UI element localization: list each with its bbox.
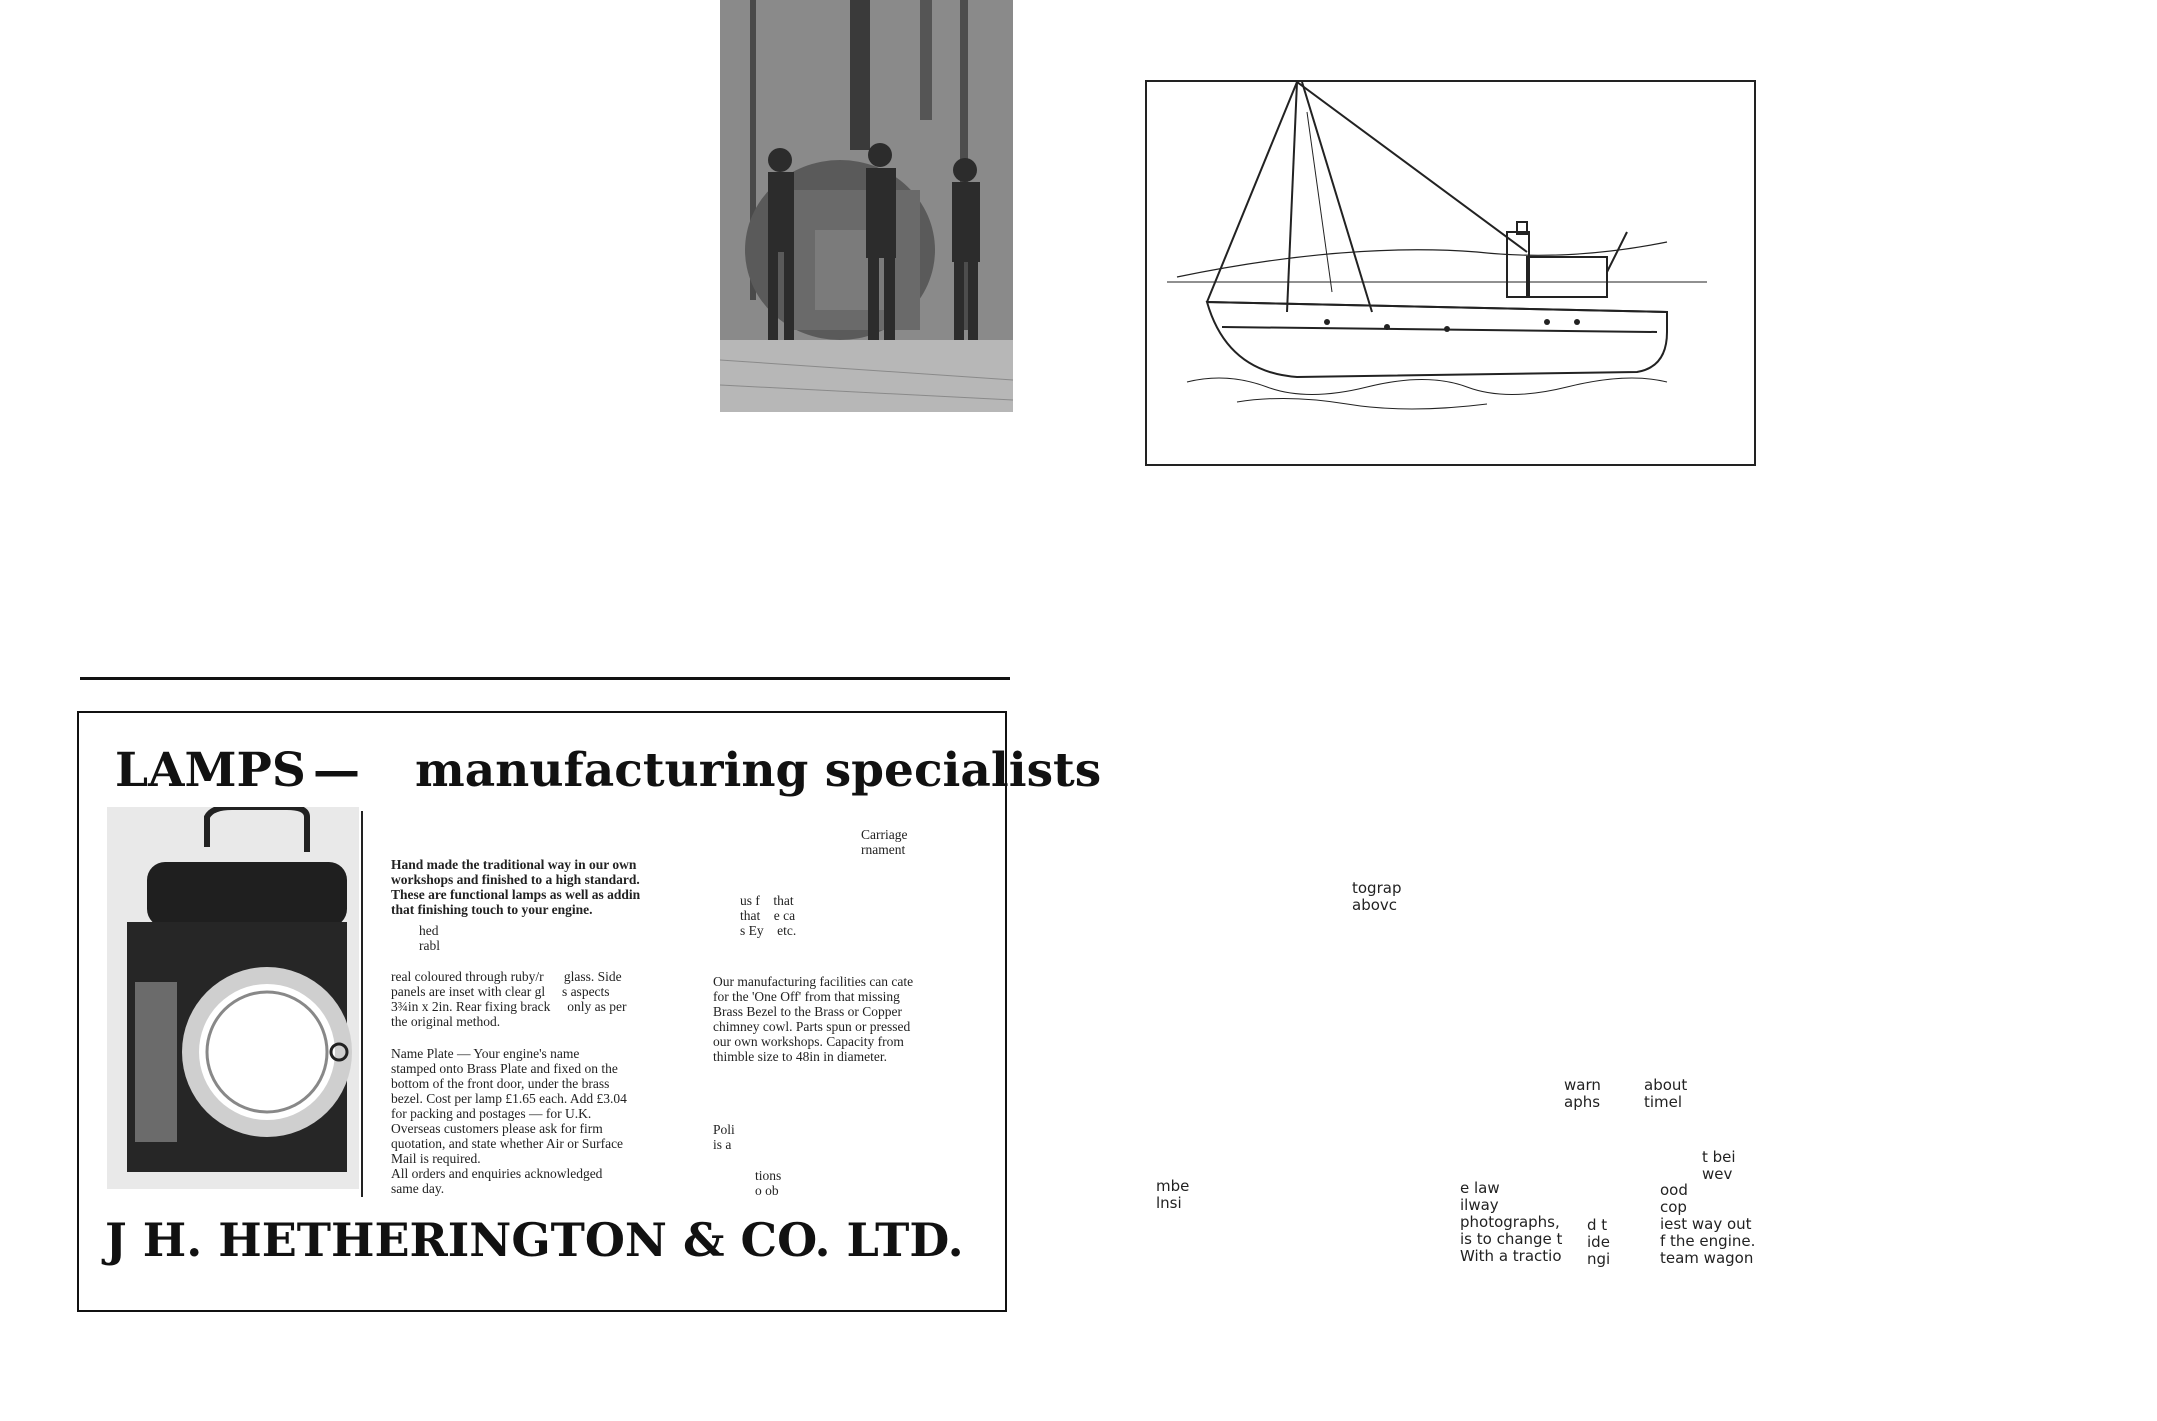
ad-name-plate-text: Name Plate — Your engine's name stamped onto Brass Plate and fixed on the bottom of the front door, under the brass bezel. Cost per lamp £1.65 each. Add £3.04 for packing and postages — for U.K. Overseas customers please ask for firm quotation, and state whether Air or Surface Mail is required. All orders and enquiries acknowledged same day. xyxy=(391,1046,627,1196)
ad-headline-dash: — xyxy=(313,743,360,798)
text-fragment-elaw: e law ilway photographs, is to change t With a tractio xyxy=(1460,1179,1563,1265)
text-fragment-tbei: t bei wev xyxy=(1702,1148,1736,1183)
workshop-photograph xyxy=(720,0,1013,412)
workshop-photo-drawing xyxy=(720,0,1013,412)
text-fragment-ood: ood cop iest way out f the engine. team wagon xyxy=(1660,1181,1756,1267)
text-fragment-warn: warn aphs xyxy=(1564,1076,1601,1111)
ship-illustration xyxy=(1145,80,1756,466)
text-fragment-about: about timel xyxy=(1644,1076,1688,1111)
lamp-drawing xyxy=(107,807,359,1189)
text-fragment-mbe: mbe lnsi xyxy=(1156,1177,1190,1212)
ad-tions-fragment: tions o ob xyxy=(755,1168,782,1198)
ad-manufacturing-text: Our manufacturing facilities can cate for the 'One Off' from that missing Brass Bezel to the Brass or Copper chimney cowl. Parts spun or pressed our own workshops. Capacity from thimble size to 48in in diameter. xyxy=(713,974,914,1064)
text-fragment-dt: d t ide ngi xyxy=(1587,1216,1611,1268)
ad-intro xyxy=(391,857,640,917)
ad-fragment-left: hed rabl xyxy=(419,923,440,953)
lamps-advertisement xyxy=(77,711,1102,1312)
ad-intro-text: Hand made the traditional way in our own workshops and finished to a high standard. These are functional lamps as well as addin that finishing touch to your engine. xyxy=(391,857,641,917)
column-rule xyxy=(80,677,1010,680)
ad-carriage-text: Carriage rnament xyxy=(861,827,908,857)
ad-lens-text: real coloured through ruby/r glass. Side panels are inset with clear gl s aspects 3¾in x 2in. Rear fixing brack only as per the original method. xyxy=(391,969,627,1029)
lamp-photograph xyxy=(107,807,359,1189)
text-fragment-tograp: tograp abovc xyxy=(1352,879,1402,914)
ad-headline-specialists: manufacturing specialists xyxy=(415,743,1102,798)
ad-fragment-mid: us f that that e ca s Ey etc. xyxy=(740,893,797,938)
ad-company-name: J H. HETHERINGTON & CO. LTD. xyxy=(105,1213,964,1267)
ad-headline xyxy=(115,737,1102,805)
ad-poli-fragment: Poli is a xyxy=(713,1122,735,1152)
ship-drawing xyxy=(1147,82,1754,464)
ad-column-divider xyxy=(361,811,363,1197)
ad-headline-lamps: LAMPS xyxy=(115,743,306,798)
